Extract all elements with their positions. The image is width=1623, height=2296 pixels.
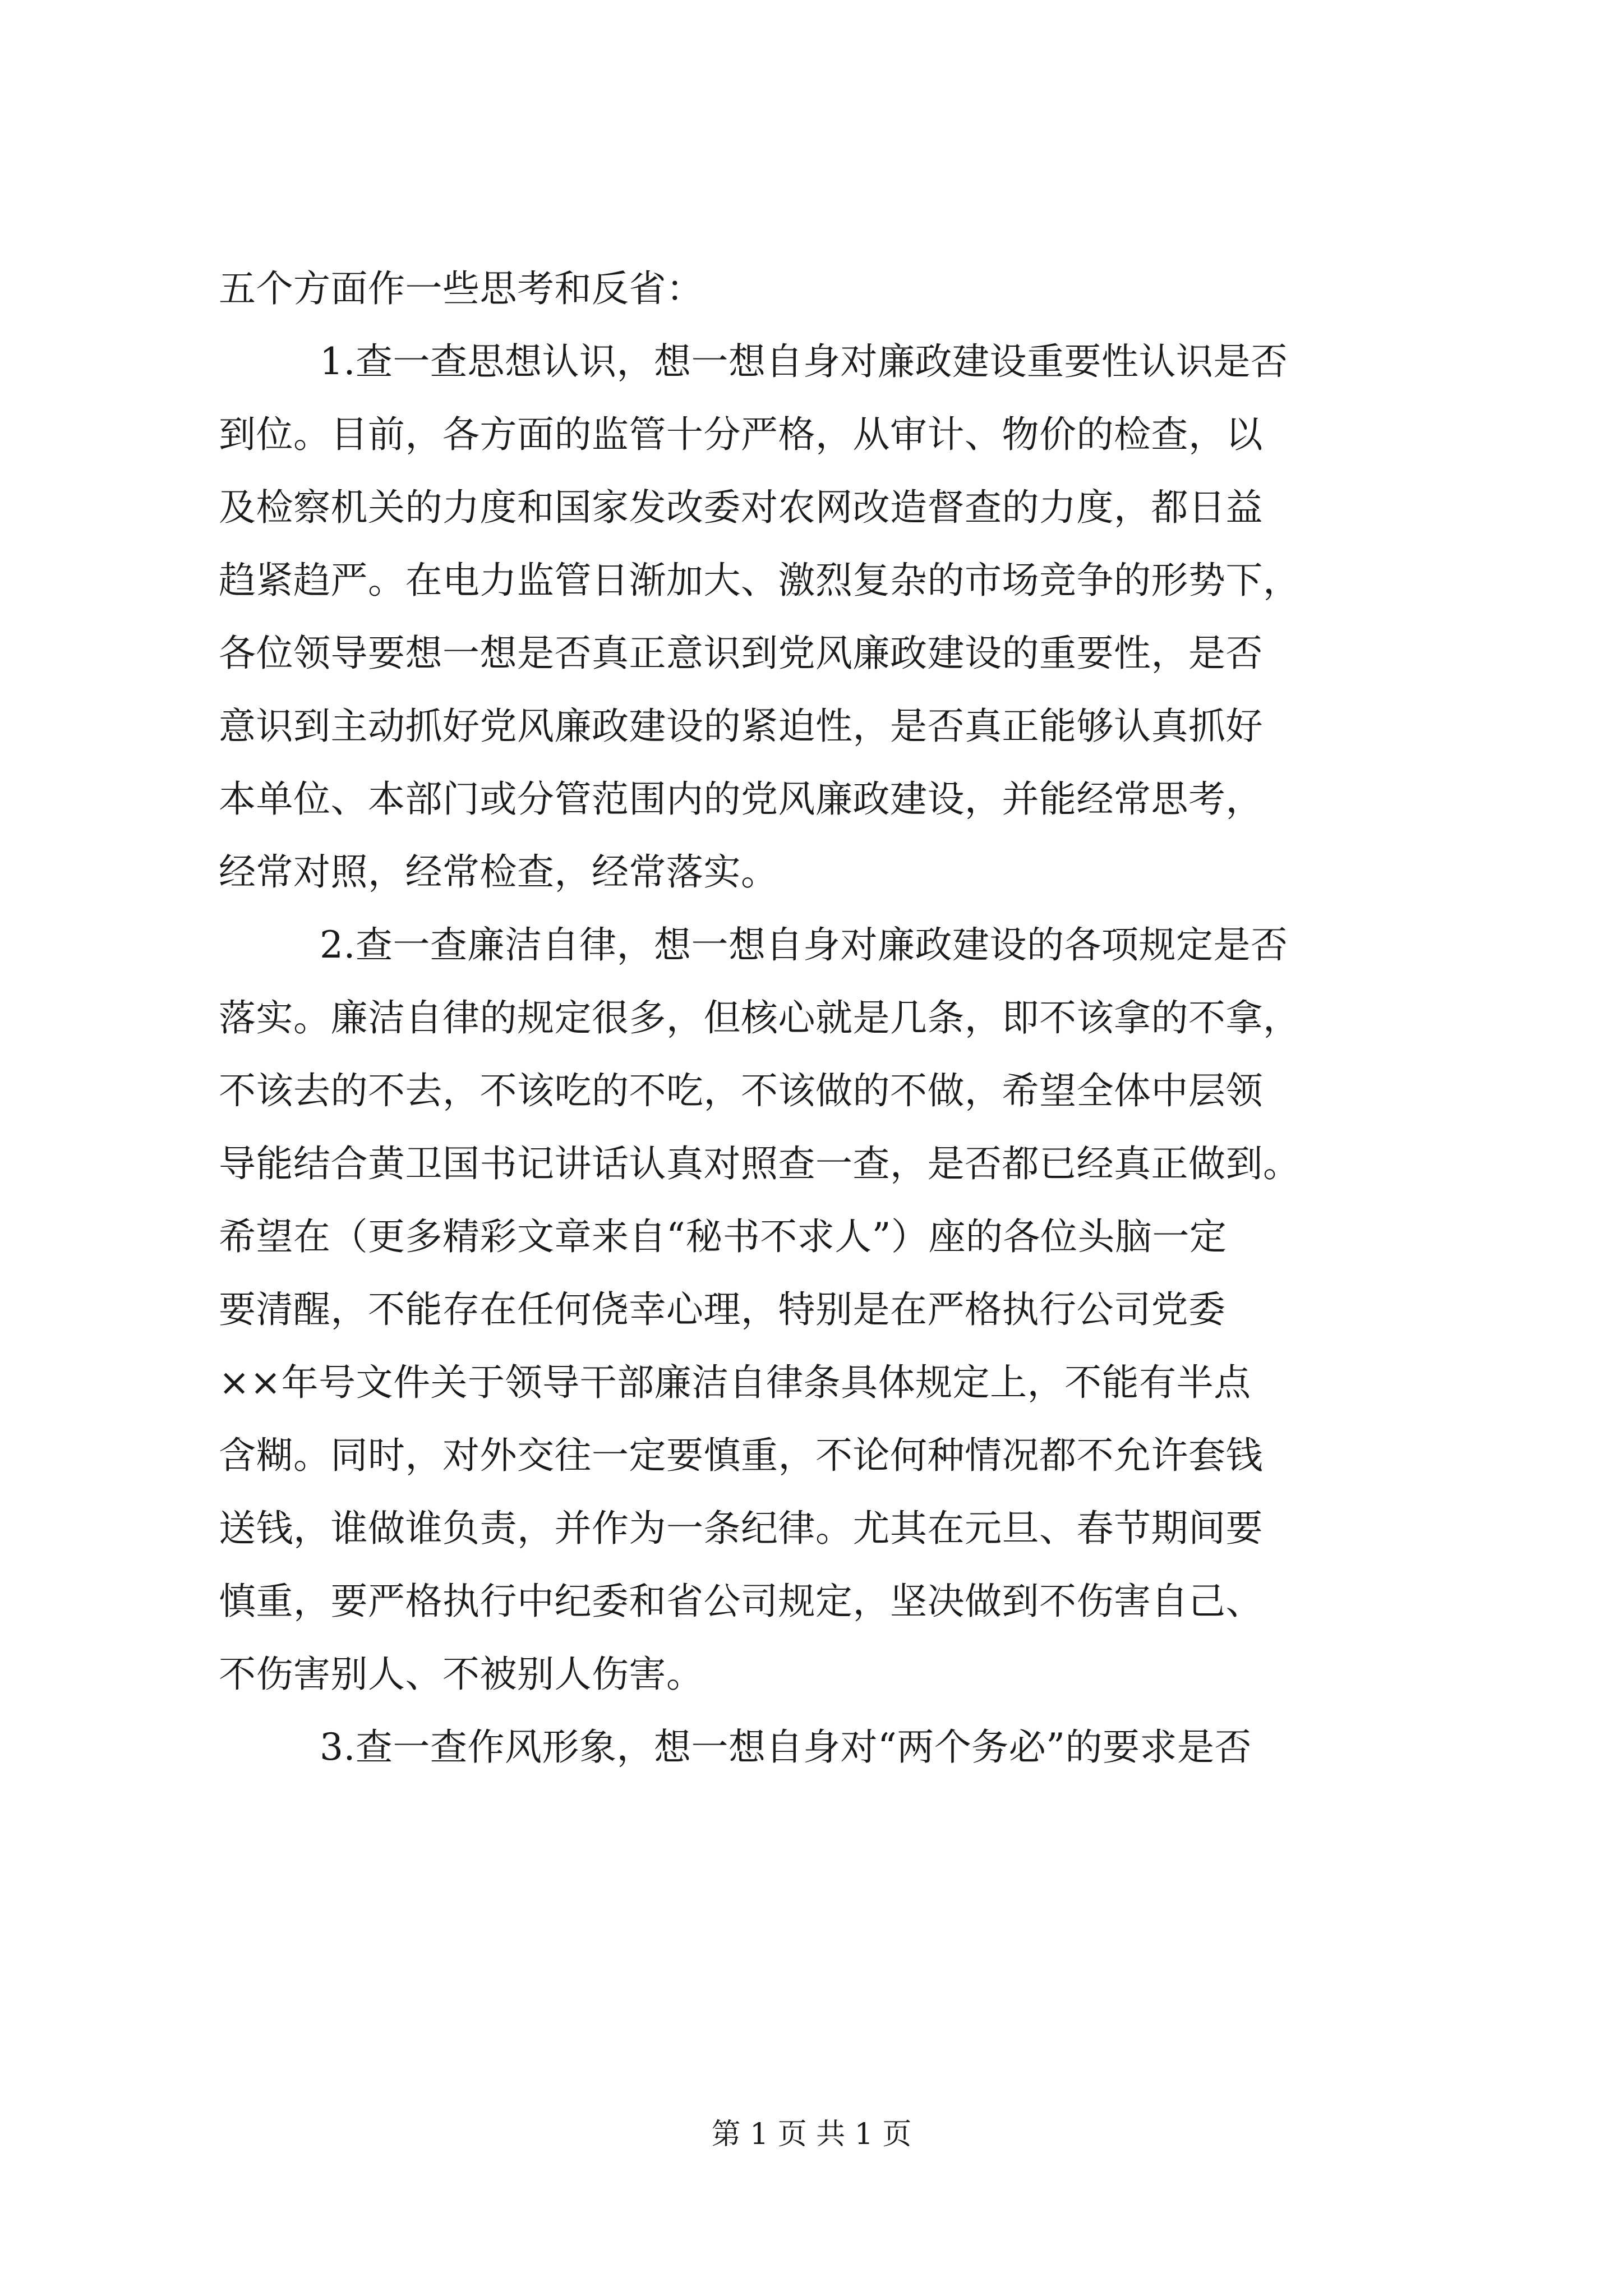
text-line: 希望在（更多精彩文章来自“秘书不求人”）座的各位头脑一定: [219, 1215, 1227, 1258]
paragraph-3-start: 3.查一查作风形象，想一想自身对“两个务必”的要求是否: [320, 1726, 1252, 1769]
text-line: 各位领导要想一想是否真正意识到党风廉政建设的重要性，是否: [219, 632, 1263, 675]
text-line: 本单位、本部门或分管范围内的党风廉政建设，并能经常思考，: [219, 777, 1263, 821]
text-line: 落实。廉洁自律的规定很多，但核心就是几条，即不该拿的不拿，: [219, 996, 1301, 1039]
page-number-footer: 第 1 页 共 1 页: [711, 2118, 912, 2151]
paragraph-1-start: 1.查一查思想认识，想一想自身对廉政建设重要性认识是否: [320, 340, 1288, 383]
text-line: 慎重，要严格执行中纪委和省公司规定，坚决做到不伤害自己、: [219, 1580, 1263, 1623]
text-line: 送钱，谁做谁负责，并作为一条纪律。尤其在元旦、春节期间要: [219, 1507, 1263, 1550]
paragraph-2-start: 2.查一查廉洁自律，想一想自身对廉政建设的各项规定是否: [320, 923, 1288, 967]
text-line: ××年号文件关于领导干部廉洁自律条具体规定上，不能有半点: [219, 1361, 1251, 1404]
text-line: 含糊。同时，对外交往一定要慎重，不论何种情况都不允许套钱: [219, 1434, 1263, 1477]
text-line: 不该去的不去，不该吃的不吃，不该做的不做，希望全体中层领: [219, 1069, 1263, 1112]
text-line: 到位。目前，各方面的监管十分严格，从审计、物价的检查，以: [219, 413, 1263, 456]
text-line: 要清醒，不能存在任何侥幸心理，特别是在严格执行公司党委: [219, 1288, 1226, 1331]
text-line: 意识到主动抓好党风廉政建设的紧迫性，是否真正能够认真抓好: [219, 705, 1263, 748]
text-line: 导能结合黄卫国书记讲话认真对照查一查，是否都已经真正做到。: [219, 1142, 1301, 1185]
text-line: 趋紧趋严。在电力监管日渐加大、激烈复杂的市场竞争的形势下，: [219, 559, 1301, 602]
text-line: 不伤害别人、不被别人伤害。: [219, 1653, 704, 1696]
text-line: 及检察机关的力度和国家发改委对农网改造督查的力度，都日益: [219, 486, 1263, 529]
document-body: [219, 252, 1430, 1784]
text-line: 经常对照，经常检查，经常落实。: [219, 850, 778, 894]
text-line: 五个方面作一些思考和反省：: [219, 267, 704, 310]
